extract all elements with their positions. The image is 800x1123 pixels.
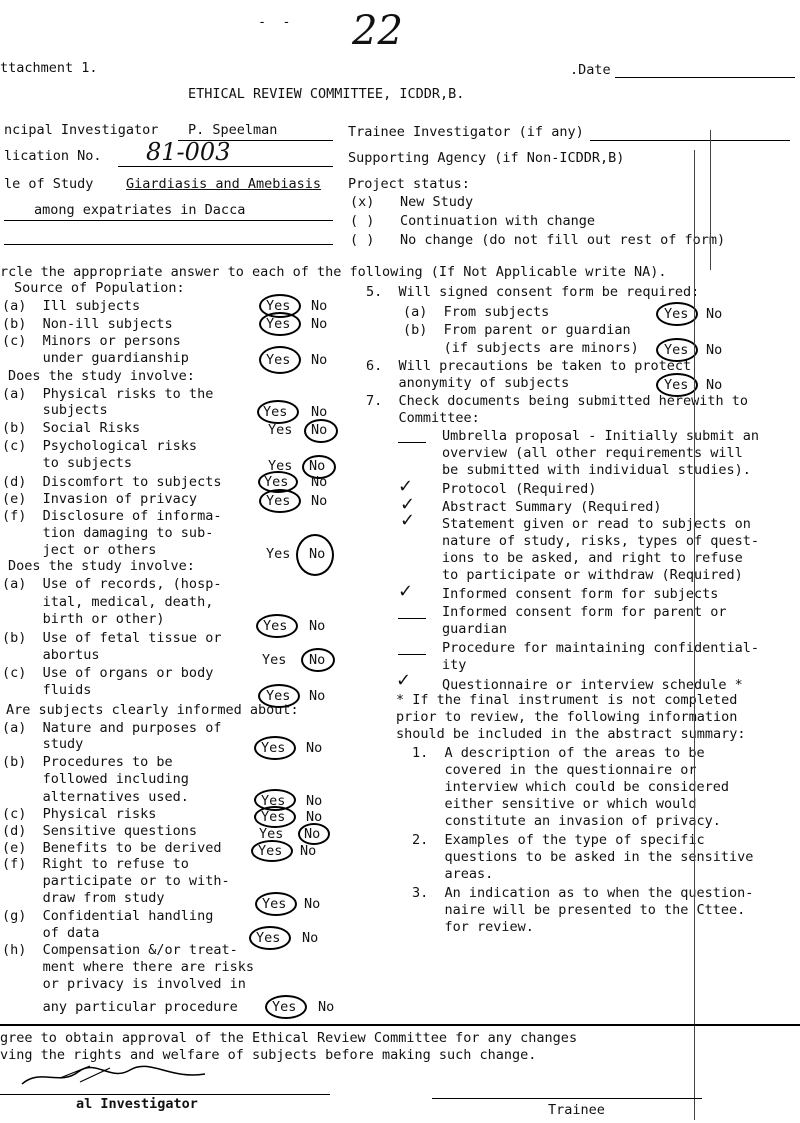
q3b-1: (b) Use of fetal tissue or [2,630,222,646]
q4e: (e) Benefits to be derived [2,840,222,856]
q5a: (a) From subjects [403,304,550,320]
study-title-value-1: Giardiasis and Amebiasis [126,176,322,192]
check-mark-icon: ✓ [400,494,416,515]
answer-circle [304,419,338,443]
footer-rule [0,1024,800,1026]
doc-umbrella-1: Umbrella proposal - Initially submit an [442,428,759,444]
agency-label: Supporting Agency (if Non-ICDDR,B) [348,150,625,166]
q4b-2: followed including [2,771,189,787]
agreement-line-1: gree to obtain approval of the Ethical Review Committee for any changes [0,1030,578,1046]
q4f-2: participate or to with- [2,873,230,889]
app-label: lication No. [4,148,102,164]
q1b: (b) Non-ill subjects [2,316,173,332]
q1c-1: (c) Minors or persons [2,333,181,349]
q2d-yes: Yes [264,474,289,490]
note-intro-1: * If the final instrument is not completed [396,692,738,708]
q2b: (b) Social Risks [2,420,141,436]
q3a-2: ital, medical, death, [2,594,214,610]
doc-confidential-1: Procedure for maintaining confidential- [442,640,759,656]
q1a: (a) Ill subjects [2,298,141,314]
investigator-label: al Investigator [76,1096,198,1112]
trainee-label: Trainee [548,1102,605,1118]
attachment-label: ttachment 1. [0,60,98,76]
note-3c: for review. [412,919,534,935]
q4g-yes: Yes [256,930,281,946]
note-2a: 2. Examples of the type of specific [412,832,705,848]
q4a-no: No [306,740,323,756]
answer-circle [301,648,335,672]
q2c-yes: Yes [268,458,293,474]
q2e-no: No [311,493,328,509]
app-value: 81-003 [146,138,231,166]
doc-confidential-2: ity [442,657,467,673]
q2b-yes: Yes [268,422,293,438]
q1b-yes: Yes [266,316,291,332]
answer-circle [255,892,297,916]
q2f-3: ject or others [2,542,157,558]
q4f-3: draw from study [2,890,165,906]
q3a-yes: Yes [263,618,288,634]
note-3a: 3. An indication as to when the question- [412,885,754,901]
note-intro-3: should be included in the abstract summary: [396,726,746,742]
q2f-1: (f) Disclosure of informa- [2,508,222,524]
q4d: (d) Sensitive questions [2,823,198,839]
q2a-2: subjects [2,402,108,418]
answer-circle [257,400,299,424]
q2d-no: No [311,474,328,490]
q4c-no: No [306,809,323,825]
q4a-1: (a) Nature and purposes of [2,720,222,736]
q3c-no: No [309,688,326,704]
q2f-yes: Yes [266,546,291,562]
q3b-yes: Yes [262,652,287,668]
note-1a: 1. A description of the areas to be [412,745,705,761]
note-1c: interview which could be considered [412,779,729,795]
answer-circle [259,346,301,374]
q3a-3: birth or other) [2,611,165,627]
q4h-2: ment where there are risks [2,959,254,975]
scan-artifact-line [710,130,711,270]
q1a-yes: Yes [266,298,291,314]
q1b-no: No [311,316,328,332]
q3b-2: abortus [2,647,100,663]
pi-value: P. Speelman [188,122,278,138]
investigator-signature-line [0,1094,330,1095]
scribble-mark: - - [258,14,291,30]
q2-heading: Does the study involve: [8,368,195,384]
status-label: Project status: [348,176,470,192]
q7-1: 7. Check documents being submitted herewith to [366,393,749,409]
q5b-1: (b) From parent or guardian [403,322,631,338]
q1-heading: Source of Population: [14,280,185,296]
doc-statement-3: ions to be asked, and right to refuse [442,550,743,566]
q4h-yes: Yes [272,999,297,1015]
doc-statement-4: to participate or withdraw (Required) [442,567,743,583]
q2a-1: (a) Physical risks to the [2,386,214,402]
note-2c: areas. [412,866,494,882]
q4e-no: No [300,843,317,859]
q6-no: No [706,377,723,393]
answer-circle [259,312,301,336]
check-mark-icon: ✓ [396,670,412,691]
scan-artifact-line [694,150,695,1120]
answer-circle [254,736,296,760]
note-1d: either sensitive or which would [412,796,697,812]
q4f-no: No [304,896,321,912]
check-mark-icon: ✓ [400,510,416,531]
q4b-yes: Yes [261,793,286,809]
q3-heading: Does the study involve: [8,558,195,574]
study-title-value-2: among expatriates in Dacca [34,202,246,218]
q3a-no: No [309,618,326,634]
study-title-label: le of Study [4,176,94,192]
status-cont-box: ( ) [350,213,375,229]
trainee-signature-line [432,1098,702,1099]
q4a-yes: Yes [261,740,286,756]
handwritten-page-number: 22 [352,8,403,54]
doc-umbrella-2: overview (all other requirements will [442,445,743,461]
q5-heading: 5. Will signed consent form be required: [366,284,700,300]
q3c-2: fluids [2,682,92,698]
answer-circle [265,995,307,1019]
q4h-4: any particular procedure [2,999,238,1015]
q4g-2: of data [2,925,100,941]
q4c: (c) Physical risks [2,806,157,822]
doc-confidential-blank [398,654,426,655]
status-none-box: ( ) [350,232,375,248]
q5b-2: (if subjects are minors) [403,340,639,356]
q6-2: anonymity of subjects [366,375,570,391]
q2d: (d) Discomfort to subjects [2,474,222,490]
q1c-2: under guardianship [2,350,189,366]
q6-1: 6. Will precautions be taken to protect [366,358,692,374]
q1c-yes: Yes [266,352,291,368]
note-2b: questions to be asked in the sensitive [412,849,754,865]
pi-label: ncipal Investigator [4,122,159,138]
note-3b: naire will be presented to the Cttee. [412,902,746,918]
q1a-no: No [311,298,328,314]
q4e-yes: Yes [258,843,283,859]
q3a-1: (a) Use of records, (hosp- [2,576,222,592]
doc-umbrella-3: be submitted with individual studies). [442,462,751,478]
q4h-no: No [318,999,335,1015]
q2c-1: (c) Psychological risks [2,438,198,454]
status-new-box: (x) [350,194,375,210]
q2a-yes: Yes [263,404,288,420]
title-line-3 [4,244,333,245]
check-mark-icon: ✓ [398,581,414,602]
q2c-no: No [309,458,326,474]
q4a-2: study [2,736,84,752]
q2c-2: to subjects [2,455,133,471]
doc-protocol: Protocol (Required) [442,481,597,497]
answer-circle [256,614,298,638]
trainee-line [590,140,790,141]
app-line [118,166,333,167]
q5b-no: No [706,342,723,358]
q7-2: Committee: [366,410,480,426]
doc-consent-parent-blank [398,618,426,619]
q4d-yes: Yes [259,826,284,842]
answer-circle [249,926,291,950]
note-1b: covered in the questionnaire or [412,762,697,778]
q2a-no: No [311,404,328,420]
q4b-no: No [306,793,323,809]
doc-consent-parent-2: guardian [442,621,508,637]
q1c-no: No [311,352,328,368]
form-title: ETHICAL REVIEW COMMITTEE, ICDDR,B. [188,86,465,102]
q4g-no: No [302,930,319,946]
answer-circle [254,806,296,828]
doc-questionnaire: Questionnaire or interview schedule * [442,677,743,693]
q3c-1: (c) Use of organs or body [2,665,214,681]
q2b-no: No [311,422,328,438]
q3b-no: No [309,652,326,668]
q4b-1: (b) Procedures to be [2,754,173,770]
note-1e: constitute an invasion of privacy. [412,813,721,829]
note-intro-2: prior to review, the following information [396,709,738,725]
q4b-3: alternatives used. [2,789,189,805]
date-line [615,77,795,78]
q2e-yes: Yes [266,493,291,509]
q4c-yes: Yes [261,809,286,825]
doc-abstract: Abstract Summary (Required) [442,499,662,515]
status-none: No change (do not fill out rest of form) [400,232,726,248]
signature-scribble [20,1060,210,1090]
q4f-1: (f) Right to refuse to [2,856,189,872]
instruction: rcle the appropriate answer to each of the following (If Not Applicable write NA). [0,264,667,280]
q6-yes: Yes [664,377,689,393]
q2e: (e) Invasion of privacy [2,491,198,507]
trainee-label: Trainee Investigator (if any) [348,124,584,140]
q3c-yes: Yes [266,688,291,704]
answer-circle [296,534,334,576]
answer-circle [298,823,330,845]
answer-circle [656,302,698,326]
q5a-no: No [706,306,723,322]
title-line-2 [4,220,333,221]
doc-consent-parent-1: Informed consent form for parent or [442,604,727,620]
q2f-no: No [309,546,326,562]
q4h-1: (h) Compensation &/or treat- [2,942,238,958]
answer-circle [251,840,293,862]
q4h-3: or privacy is involved in [2,976,246,992]
doc-consent-subjects: Informed consent form for subjects [442,586,719,602]
q4-heading: Are subjects clearly informed about: [6,702,299,718]
check-mark-icon: ✓ [398,476,414,497]
status-new: New Study [400,194,474,210]
q4f-yes: Yes [262,896,287,912]
doc-umbrella-blank [398,442,426,443]
doc-statement-1: Statement given or read to subjects on [442,516,751,532]
doc-statement-2: nature of study, risks, types of quest- [442,533,759,549]
agreement-line-2: ving the rights and welfare of subjects before making such change. [0,1047,537,1063]
q5b-yes: Yes [664,342,689,358]
q4g-1: (g) Confidential handling [2,908,214,924]
q4d-no: No [304,826,321,842]
q5a-yes: Yes [664,306,689,322]
date-label: .Date [570,62,611,78]
answer-circle [259,489,301,513]
q2f-2: tion damaging to sub- [2,525,214,541]
status-cont: Continuation with change [400,213,596,229]
